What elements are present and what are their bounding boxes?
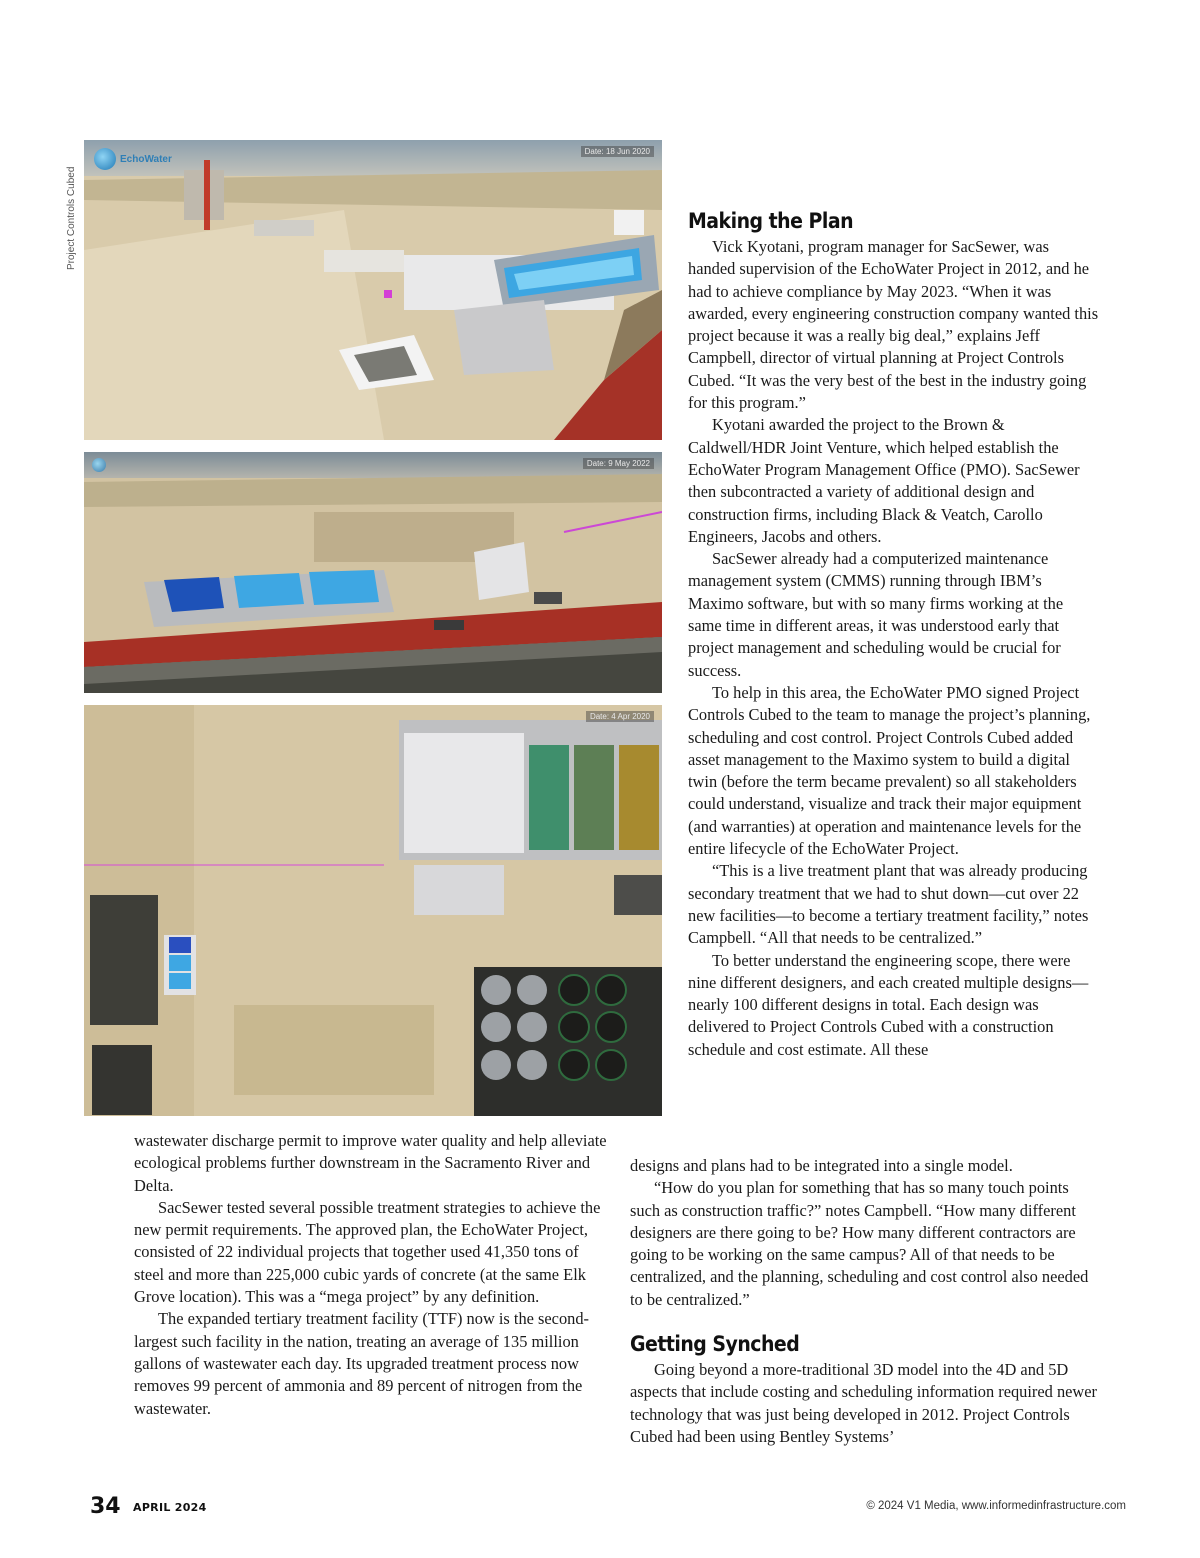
section-heading-getting-synched: Getting Synched — [630, 1332, 800, 1357]
echowater-logo — [94, 148, 172, 170]
article-left-column — [134, 1130, 608, 1420]
issue-date: APRIL 2024 — [133, 1501, 207, 1514]
photo-datestamp: Date: 18 Jun 2020 — [581, 146, 654, 157]
site-render-photo-1 — [84, 140, 662, 440]
paragraph: wastewater discharge permit to improve water quality and help alleviate ecological problems further downstream in the Sacramento River and Delta. — [134, 1131, 607, 1195]
paragraph: The expanded tertiary treatment facility (TTF) now is the second-largest such facility in the nation, treating an average of 135 million gallons of wastewater each day. Its upgraded treatment process now removes 99 percent of ammonia and 89 percent of nitrogen from the wastewater. — [134, 1309, 590, 1418]
paragraph: Kyotani awarded the project to the Brown & Caldwell/HDR Joint Venture, which helped establish the EchoWater Program Management Office (PMO). SacSewer then subcontracted a variety of additional design and construction firms, including Black & Veatch, Carollo Engineers, Jacobs and others. — [688, 415, 1080, 546]
paragraph: To help in this area, the EchoWater PMO signed Project Controls Cubed to the team to manage the project’s planning, scheduling and cost control. Project Controls Cubed added asset management to the Maximo system to build a digital twin (before the term became prevalent) so all stakeholders could understand, visualize and track their major equipment (and warranties) at operation and maintenance levels for the entire lifecycle of the EchoWater Project. — [688, 682, 1091, 859]
site-render-photo-2 — [84, 452, 662, 693]
echowater-logo-text: EchoWater — [120, 153, 172, 165]
paragraph: “This is a live treatment plant that was already producing secondary treatment that we had to shut down—cut over 22 new facilities—to become a tertiary treatment facility,” notes Campbell. “All that needs to be centralized.” — [688, 861, 1089, 948]
echowater-logo-small-icon — [92, 458, 106, 472]
paragraph: “How do you plan for something that has so many touch points such as construction traffic?” notes Campbell. “How many different designers are there going to be? How many different contractors are going to be working on the same campus? All of that needs to be centralized, and the planning, scheduling and cost control also needed to be centralized.” — [630, 1178, 1089, 1309]
paragraph: Going beyond a more-traditional 3D model into the 4D and 5D aspects that include costing and scheduling information required newer technology that was just being developed in 2012. Project Controls Cubed had been using Bentley Systems’ — [630, 1360, 1097, 1446]
section-heading-making-the-plan: Making the Plan — [688, 209, 854, 233]
photo-datestamp: Date: 4 Apr 2020 — [586, 711, 654, 722]
article-right-column — [688, 208, 1100, 1061]
copyright-footer: © 2024 V1 Media, www.informedinfrastructure.com — [866, 1500, 1126, 1512]
paragraph: Vick Kyotani, program manager for SacSewer, was handed supervision of the EchoWater Project in 2012, and he had to achieve compliance by May 2023. “When it was awarded, every engineering construction company wanted this project because it was a really big deal,” explains Jeff Campbell, director of virtual planning at Project Controls Cubed. “It was the very best of the best in the industry going for this program.” — [688, 237, 1099, 413]
photo-credit: Project Controls Cubed — [66, 166, 77, 270]
paragraph: designs and plans had to be integrated into a single model. — [630, 1156, 1013, 1175]
paragraph: SacSewer tested several possible treatment strategies to achieve the new permit requirements. The approved plan, the EchoWater Project, consisted of 22 individual projects that together used 41,350 tons of steel and more than 225,000 cubic yards of concrete (at the same Elk Grove location). This was a “mega project” by any definition. — [134, 1197, 601, 1307]
page-number: 34 — [90, 1494, 121, 1519]
paragraph: To better understand the engineering scope, there were nine different designers, and each created multiple designs—nearly 100 different designs in total. Each design was delivered to Project Controls Cubed with a construction schedule and cost estimate. All these — [688, 950, 1089, 1059]
site-aerial-photo-3 — [84, 705, 662, 1116]
photo-datestamp: Date: 9 May 2022 — [583, 458, 654, 469]
article-lower-right-column — [630, 1155, 1100, 1448]
echowater-logo-icon — [94, 148, 116, 170]
paragraph: SacSewer already had a computerized maintenance management system (CMMS) running through IBM’s Maximo software, but with so many firms working at the same time in different areas, it was understood early that project management and scheduling would be crucial for success. — [688, 549, 1064, 680]
